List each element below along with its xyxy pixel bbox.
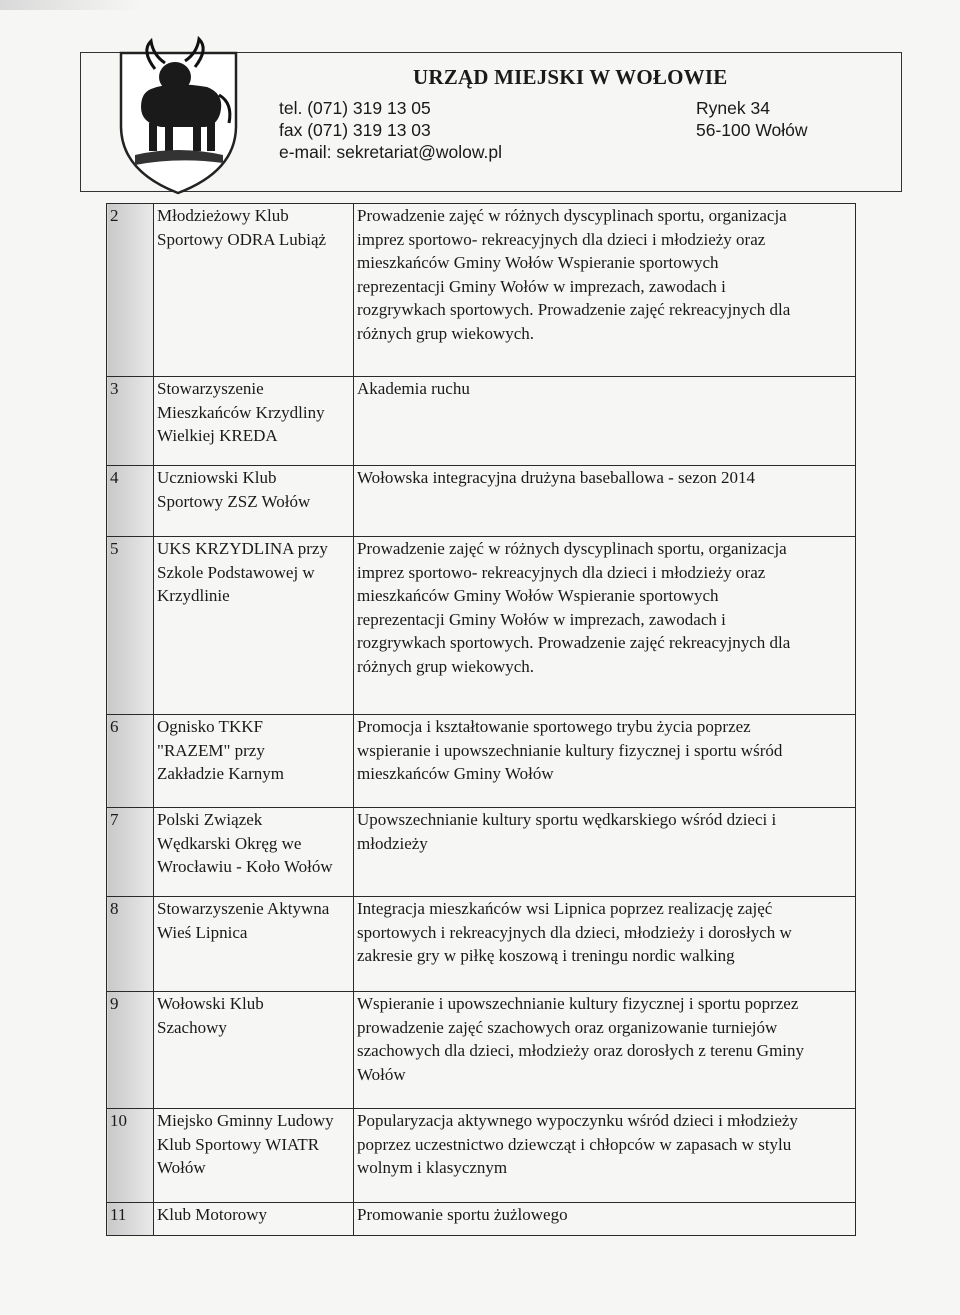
row-number: 4 — [107, 466, 154, 537]
row-number: 5 — [107, 537, 154, 715]
task-description: Integracja mieszkańców wsi Lipnica poprzez realizację zajęć sportowych i rekreacyjnych dla dzieci, młodzieży i dorosłych w zakresie gry w piłkę koszową i treningu nordic walking — [354, 897, 856, 992]
table-row — [107, 466, 856, 537]
organization-name: Uczniowski Klub Sportowy ZSZ Wołów — [154, 466, 354, 537]
fax-number: fax (071) 319 13 03 — [279, 120, 431, 140]
row-number: 2 — [107, 204, 154, 377]
phone-number: tel. (071) 319 13 05 — [279, 98, 431, 118]
street-address: Rynek 34 — [696, 98, 770, 118]
organization-name: Młodzieżowy Klub Sportowy ODRA Lubiąż — [154, 204, 354, 377]
organizations-table — [106, 203, 856, 1236]
task-description: Prowadzenie zajęć w różnych dyscyplinach sportu, organizacja imprez sportowo- rekreacyjnych dla dzieci i młodzieży oraz mieszkańców Gminy Wołów Wspieranie sportowych reprezentacji Gminy Wołów w imprezach, zawodach i rozgrywkach sportowych. Prowadzenie zajęć rekreacyjnych dla różnych grup wiekowych. — [354, 204, 856, 377]
task-description: Wspieranie i upowszechnianie kultury fizycznej i sportu poprzez prowadzenie zajęć szachowych oraz organizowanie turniejów szachowych dla dzieci, młodzieży oraz dorosłych z terenu Gminy Wołów — [354, 992, 856, 1109]
organization-name: Wołowski Klub Szachowy — [154, 992, 354, 1109]
table-row — [107, 715, 856, 808]
table-row — [107, 204, 856, 377]
address-block — [696, 97, 808, 141]
organization-name: Stowarzyszenie Mieszkańców Krzydliny Wielkiej KREDA — [154, 377, 354, 466]
task-description: Akademia ruchu — [354, 377, 856, 466]
organization-name: Polski Związek Wędkarski Okręg we Wrocławiu - Koło Wołów — [154, 808, 354, 897]
postal-city: 56-100 Wołów — [696, 120, 808, 140]
task-description: Popularyzacja aktywnego wypoczynku wśród dzieci i młodzieży poprzez uczestnictwo dziewcząt i chłopców w zapasach w stylu wolnym i klasycznym — [354, 1109, 856, 1203]
table-row — [107, 992, 856, 1109]
row-number: 6 — [107, 715, 154, 808]
organization-name: UKS KRZYDLINA przy Szkole Podstawowej w Krzydlinie — [154, 537, 354, 715]
organization-name: Klub Motorowy — [154, 1203, 354, 1236]
table-row — [107, 1203, 856, 1236]
table-row — [107, 897, 856, 992]
organization-name: Stowarzyszenie Aktywna Wieś Lipnica — [154, 897, 354, 992]
row-number: 11 — [107, 1203, 154, 1236]
organization-name: Ognisko TKKF "RAZEM" przy Zakładzie Karnym — [154, 715, 354, 808]
row-number: 3 — [107, 377, 154, 466]
table-row — [107, 1109, 856, 1203]
task-description: Prowadzenie zajęć w różnych dyscyplinach sportu, organizacja imprez sportowo- rekreacyjnych dla dzieci i młodzieży oraz mieszkańców Gminy Wołów Wspieranie sportowych reprezentacji Gminy Wołów w imprezach, zawodach i rozgrywkach sportowych. Prowadzenie zajęć rekreacyjnych dla różnych grup wiekowych. — [354, 537, 856, 715]
task-description: Promowanie sportu żużlowego — [354, 1203, 856, 1236]
email-address: e-mail: sekretariat@wolow.pl — [279, 142, 502, 162]
contact-block — [279, 97, 502, 163]
task-description: Upowszechnianie kultury sportu wędkarskiego wśród dzieci i młodzieży — [354, 808, 856, 897]
bull-coat-of-arms-icon — [111, 31, 246, 196]
task-description: Promocja i kształtowanie sportowego trybu życia poprzez wspieranie i upowszechnianie kultury fizycznej i sportu wśród mieszkańców Gminy Wołów — [354, 715, 856, 808]
task-description: Wołowska integracyjna drużyna baseballowa - sezon 2014 — [354, 466, 856, 537]
row-number: 9 — [107, 992, 154, 1109]
table-row — [107, 537, 856, 715]
row-number: 10 — [107, 1109, 154, 1203]
scan-artifact — [0, 0, 140, 10]
table-row — [107, 377, 856, 466]
office-title: URZĄD MIEJSKI W WOŁOWIE — [413, 65, 728, 89]
letterhead — [80, 52, 902, 192]
row-number: 7 — [107, 808, 154, 897]
table-row — [107, 808, 856, 897]
organization-name: Miejsko Gminny Ludowy Klub Sportowy WIATR Wołów — [154, 1109, 354, 1203]
row-number: 8 — [107, 897, 154, 992]
